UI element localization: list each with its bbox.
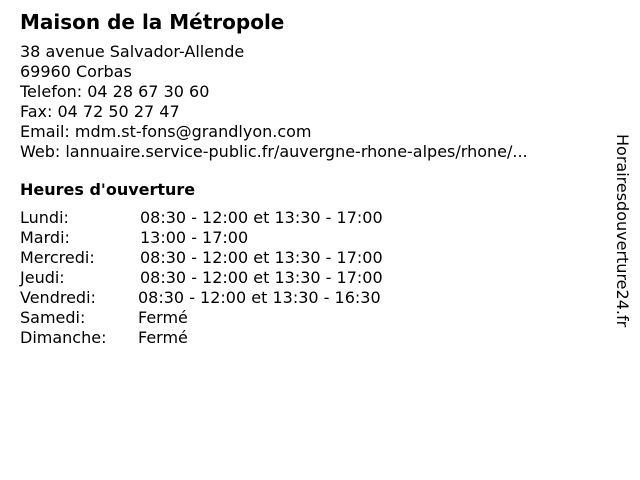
hours-row-sunday [20,328,528,348]
fax-line: Fax: 04 72 50 27 47 [20,102,180,121]
day-hours: 08:30 - 12:00 et 13:30 - 17:00 [140,208,383,227]
day-hours: 08:30 - 12:00 et 13:30 - 16:30 [138,288,381,307]
day-label: Mercredi: [20,248,95,267]
day-label: Vendredi: [20,288,96,307]
day-label: Dimanche: [20,328,107,347]
day-hours: Fermé [138,308,188,327]
day-hours: 13:00 - 17:00 [140,228,249,247]
page-title: Maison de la Métropole [20,10,285,34]
hours-table [20,208,528,348]
day-hours: 08:30 - 12:00 et 13:30 - 17:00 [140,248,383,267]
city-line: 69960 Corbas [20,62,132,81]
day-label: Mardi: [20,228,70,247]
contact-block [20,42,528,162]
hours-row-thursday [20,268,528,288]
hours-row-wednesday [20,248,528,268]
web-line: Web: lannuaire.service-public.fr/auvergne-rhone-alpes/rhone/... [20,142,528,161]
hours-row-monday [20,208,528,228]
street-address: 38 avenue Salvador-Allende [20,42,245,61]
day-hours: 08:30 - 12:00 et 13:30 - 17:00 [140,268,383,287]
day-label: Jeudi: [20,268,65,287]
site-watermark: Horairesdouverture24.fr [613,134,632,328]
hours-row-friday [20,288,528,308]
hours-heading: Heures d'ouverture [20,180,196,199]
email-line: Email: mdm.st-fons@grandlyon.com [20,122,312,141]
day-hours: Fermé [138,328,188,347]
hours-row-saturday [20,308,528,328]
phone-line: Telefon: 04 28 67 30 60 [20,82,210,101]
business-card [20,10,528,348]
day-label: Samedi: [20,308,86,327]
day-label: Lundi: [20,208,69,227]
hours-row-tuesday [20,228,528,248]
